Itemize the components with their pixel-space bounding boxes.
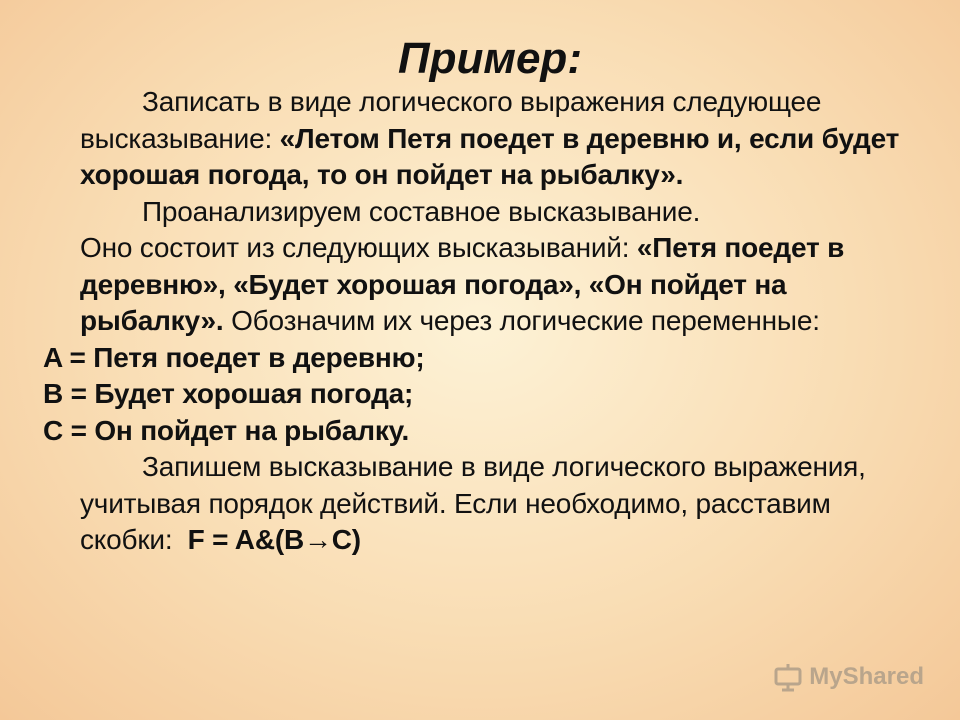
slide-body (43, 84, 930, 559)
presentation-icon (773, 662, 803, 692)
watermark-text: MyShared (809, 663, 924, 690)
variable-c: C = Он пойдет на рыбалку. (43, 414, 410, 446)
variable-a: A = Петя поедет в деревню; (43, 341, 425, 373)
analysis-paragraph: Проанализируем составное высказывание. (142, 195, 701, 227)
variable-b: B = Будет хорошая погода; (43, 378, 414, 409)
components-intro: Оно состоит из следующих высказываний: (80, 232, 637, 263)
slide-title: Пример: (398, 34, 582, 83)
components-outro: Обозначим их через логические переменные: (223, 305, 820, 336)
components-paragraph (80, 230, 930, 340)
formula: F = A&(B→C) (187, 524, 361, 555)
components-list: «Петя поедет в деревню», «Будет хорошая погода», «Он пойдет на рыбалку». (80, 232, 845, 336)
task-statement: «Летом Петя поедет в деревню и, если будет хорошая погода, то он пойдет на рыбалку». (80, 122, 900, 190)
watermark-logo (773, 662, 924, 692)
conclusion-text: Запишем высказывание в виде логического выражения, учитывая порядок действий. Если необходимо, расставим скобки: (80, 451, 866, 555)
task-paragraph (80, 84, 930, 194)
conclusion-paragraph (80, 449, 930, 559)
task-text: Записать в виде логического выражения следующее высказывание: (80, 86, 822, 154)
